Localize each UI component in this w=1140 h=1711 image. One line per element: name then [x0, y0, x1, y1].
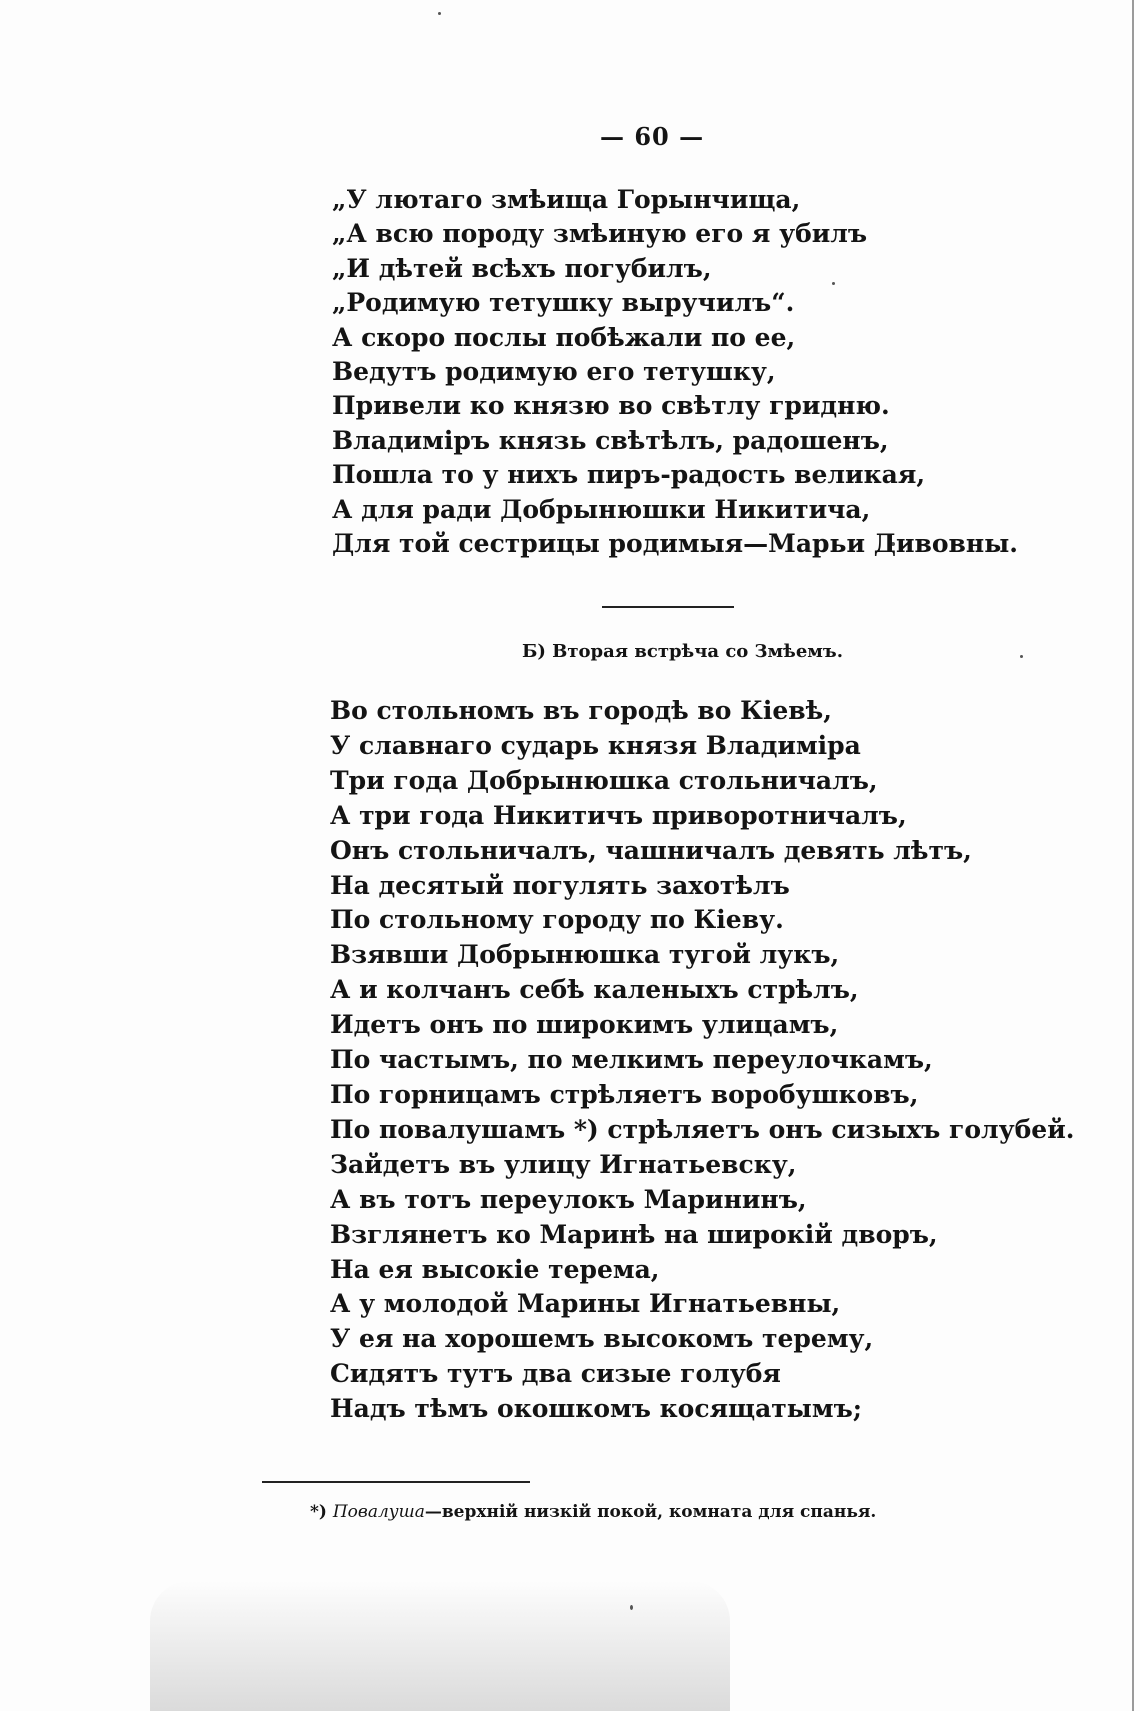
verse-line: Три года Добрынюшка стольничалъ,	[330, 765, 878, 795]
verse-line: Привели ко князю во свѣтлу гридню.	[332, 391, 890, 421]
scan-speck	[1020, 655, 1023, 658]
verse-line: Ведутъ родимую его тетушку,	[332, 357, 776, 387]
verse-line: По частымъ, по мелкимъ переулочкамъ,	[330, 1045, 933, 1075]
scan-speck	[438, 12, 441, 15]
footnote-marker: *)	[310, 1502, 327, 1522]
verse-line: Надъ тѣмъ окошкомъ косящатымъ;	[330, 1394, 862, 1424]
verse-line: Во стольномъ въ городѣ во Кіевѣ,	[330, 696, 832, 725]
verse-line: По стольному городу по Кіеву.	[330, 905, 784, 935]
footnote	[310, 1502, 876, 1522]
verse-line: Для той сестрицы родимыя—Марьи Дивовны.	[332, 529, 1018, 559]
verse-line: На ея высокіе терема,	[330, 1254, 660, 1284]
verse-line: На десятый погулять захотѣлъ	[330, 870, 790, 900]
verse-line: „Родимую тетушку выручилъ“.	[332, 288, 795, 318]
verse-line: А три года Никитичъ приворотничалъ,	[330, 800, 907, 830]
verse-line: „А всю породу змѣиную его я убилъ	[332, 219, 868, 249]
verse-line: Пошла то у нихъ пиръ-радость великая,	[332, 460, 926, 490]
verse-line: Владиміръ князь свѣтѣлъ, радошенъ,	[332, 425, 889, 455]
footnote-term: Повалуша	[332, 1502, 425, 1522]
verse-line: А скоро послы побѣжали по ее,	[332, 322, 796, 352]
verse-line: А у молодой Марины Игнатьевны,	[330, 1289, 841, 1319]
verse-line: А и колчанъ себѣ каленыхъ стрѣлъ,	[330, 975, 859, 1005]
verse-line: Взявши Добрынюшка тугой лукъ,	[330, 940, 840, 970]
verse-line: Взглянетъ ко Маринѣ на широкій дворъ,	[330, 1219, 938, 1249]
verse-line: Зайдетъ въ улицу Игнатьевску,	[330, 1149, 797, 1179]
verse-line: „И дѣтей всѣхъ погубилъ,	[332, 253, 712, 283]
footnote-definition: —верхній низкій покой, комната для спанья.	[424, 1502, 877, 1522]
verse-line: У ея на хорошемъ высокомъ терему,	[330, 1324, 874, 1354]
footnote-rule	[262, 1481, 530, 1483]
scan-smudge	[150, 1581, 730, 1711]
verse-line: Идетъ онъ по широкимъ улицамъ,	[330, 1010, 839, 1040]
verse-block-b	[330, 694, 1074, 1427]
verse-line: Онъ стольничалъ, чашничалъ девять лѣтъ,	[330, 835, 972, 865]
verse-line: По повалушамъ *) стрѣляетъ онъ сизыхъ голубей.	[330, 1114, 1075, 1144]
page-edge	[1132, 0, 1134, 1711]
page-number: — 60 —	[600, 122, 705, 151]
scan-speck	[630, 1605, 633, 1610]
verse-line: Сидятъ тутъ два сизые голубя	[330, 1359, 781, 1389]
verse-line: А въ тотъ переулокъ Марининъ,	[330, 1184, 807, 1214]
verse-line: „У лютаго змѣища Горынчища,	[332, 185, 801, 214]
section-separator	[602, 606, 734, 608]
verse-line: У славнаго сударь князя Владиміра	[330, 730, 861, 760]
verse-block-a	[332, 183, 1018, 561]
verse-line: По горницамъ стрѣляетъ воробушковъ,	[330, 1079, 919, 1109]
verse-line: А для ради Добрынюшки Никитича,	[332, 494, 871, 524]
section-heading: Б) Вторая встрѣча со Змѣемъ.	[522, 641, 843, 662]
